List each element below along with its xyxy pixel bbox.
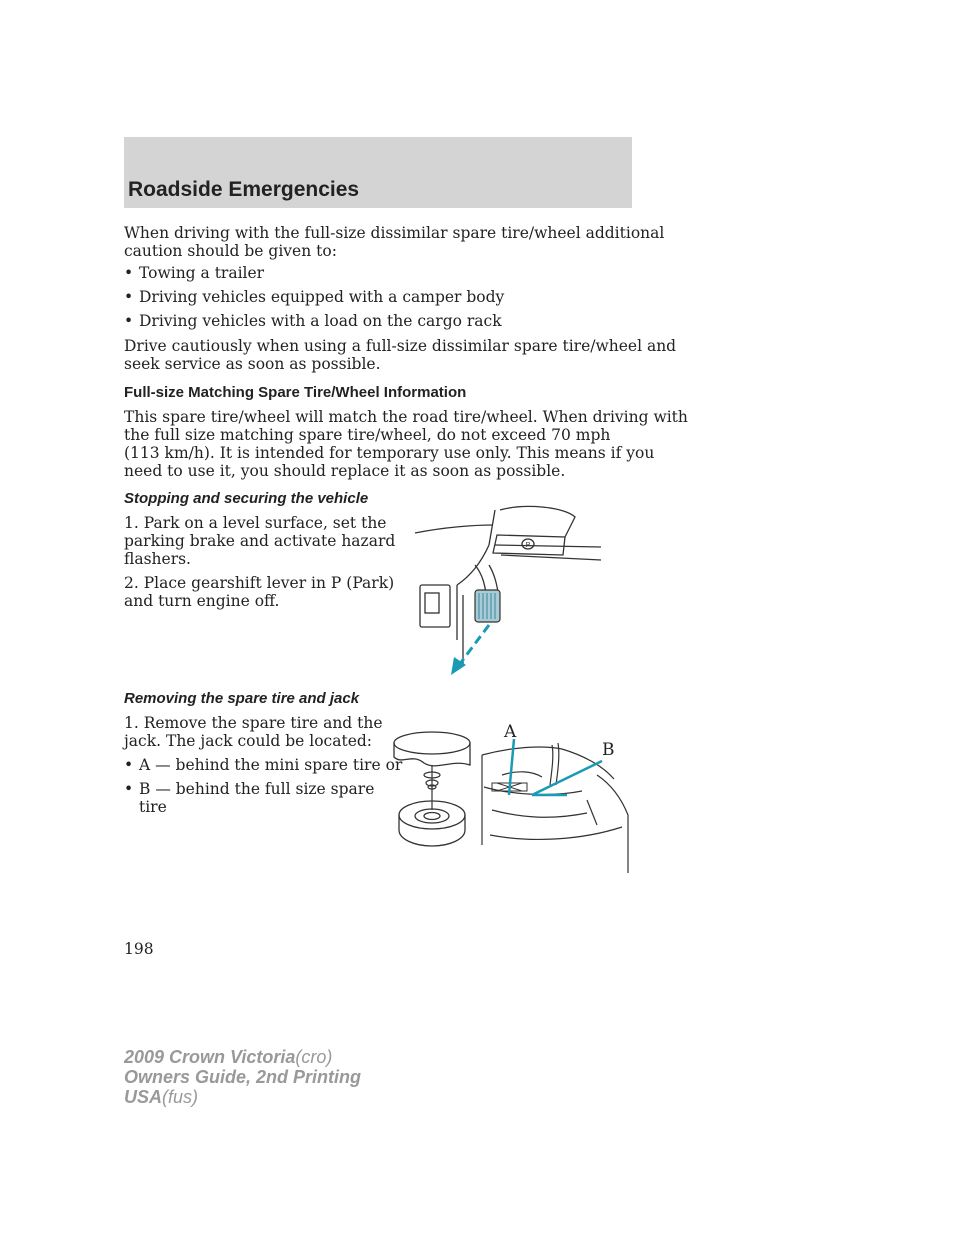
list-item-text: Driving vehicles equipped with a camper body xyxy=(139,288,505,306)
callout-line-b xyxy=(532,761,602,795)
footer-guide: Owners Guide, 2nd Printing xyxy=(124,1067,362,1087)
footer-region-code: (fus) xyxy=(162,1087,199,1107)
list-item-continuation: tire xyxy=(139,798,167,816)
list-item-text: Towing a trailer xyxy=(139,264,265,282)
page-title: Roadside Emergencies xyxy=(128,178,360,201)
list-item-text: B — behind the full size spare xyxy=(139,780,375,798)
stopping-step1-line-1: 1. Park on a level surface, set the xyxy=(124,514,387,532)
label-b: B xyxy=(602,740,615,760)
trunk-outline xyxy=(482,743,628,873)
park-symbol: P xyxy=(525,542,531,549)
footer-model: 2009 Crown Victoria xyxy=(124,1047,296,1067)
brake-pedal-pad xyxy=(475,590,500,622)
list-item-text: A — behind the mini spare tire or xyxy=(139,756,403,774)
brake-pedal-illustration xyxy=(405,505,605,680)
intro-line-2: caution should be given to: xyxy=(124,242,337,260)
footer-region: USA xyxy=(124,1087,163,1107)
drive-note-line-2: seek service as soon as possible. xyxy=(124,355,381,373)
drive-note-line-1: Drive cautiously when using a full-size dissimilar spare tire/wheel and xyxy=(124,337,677,355)
matching-spare-heading: Full-size Matching Spare Tire/Wheel Information xyxy=(124,384,467,401)
footer xyxy=(124,1047,361,1107)
stopping-step1-line-2: parking brake and activate hazard xyxy=(124,532,396,550)
list-item-text: Driving vehicles with a load on the cargo rack xyxy=(139,312,502,330)
stopping-step2-line-2: and turn engine off. xyxy=(124,592,280,610)
removing-heading: Removing the spare tire and jack xyxy=(124,690,360,707)
bullet-icon: • xyxy=(124,288,134,306)
intro-line-1: When driving with the full-size dissimilar spare tire/wheel additional xyxy=(124,224,665,242)
bullet-icon: • xyxy=(124,756,134,774)
label-a: A xyxy=(504,722,517,742)
stopping-heading: Stopping and securing the vehicle xyxy=(124,490,369,507)
removing-step1-line-1: 1. Remove the spare tire and the xyxy=(124,714,383,732)
matching-line-3: (113 km/h). It is intended for temporary use only. This means if you xyxy=(124,444,655,462)
trunk-spare-illustration xyxy=(392,715,637,875)
page-number: 198 xyxy=(124,940,154,958)
stopping-step1-line-3: flashers. xyxy=(124,550,191,568)
stopping-step2-line-1: 2. Place gearshift lever in P (Park) xyxy=(124,574,395,592)
footer-model-code: (cro) xyxy=(295,1047,333,1067)
bullet-icon: • xyxy=(124,780,134,798)
matching-line-4: need to use it, you should replace it as soon as possible. xyxy=(124,462,566,480)
bullet-icon: • xyxy=(124,264,134,282)
spare-cover xyxy=(394,732,470,766)
matching-line-2: the full size matching spare tire/wheel, do not exceed 70 mph xyxy=(124,426,611,444)
matching-line-1: This spare tire/wheel will match the road tire/wheel. When driving with xyxy=(124,408,688,426)
bullet-icon: • xyxy=(124,312,134,330)
removing-step1-line-2: jack. The jack could be located: xyxy=(124,732,373,750)
